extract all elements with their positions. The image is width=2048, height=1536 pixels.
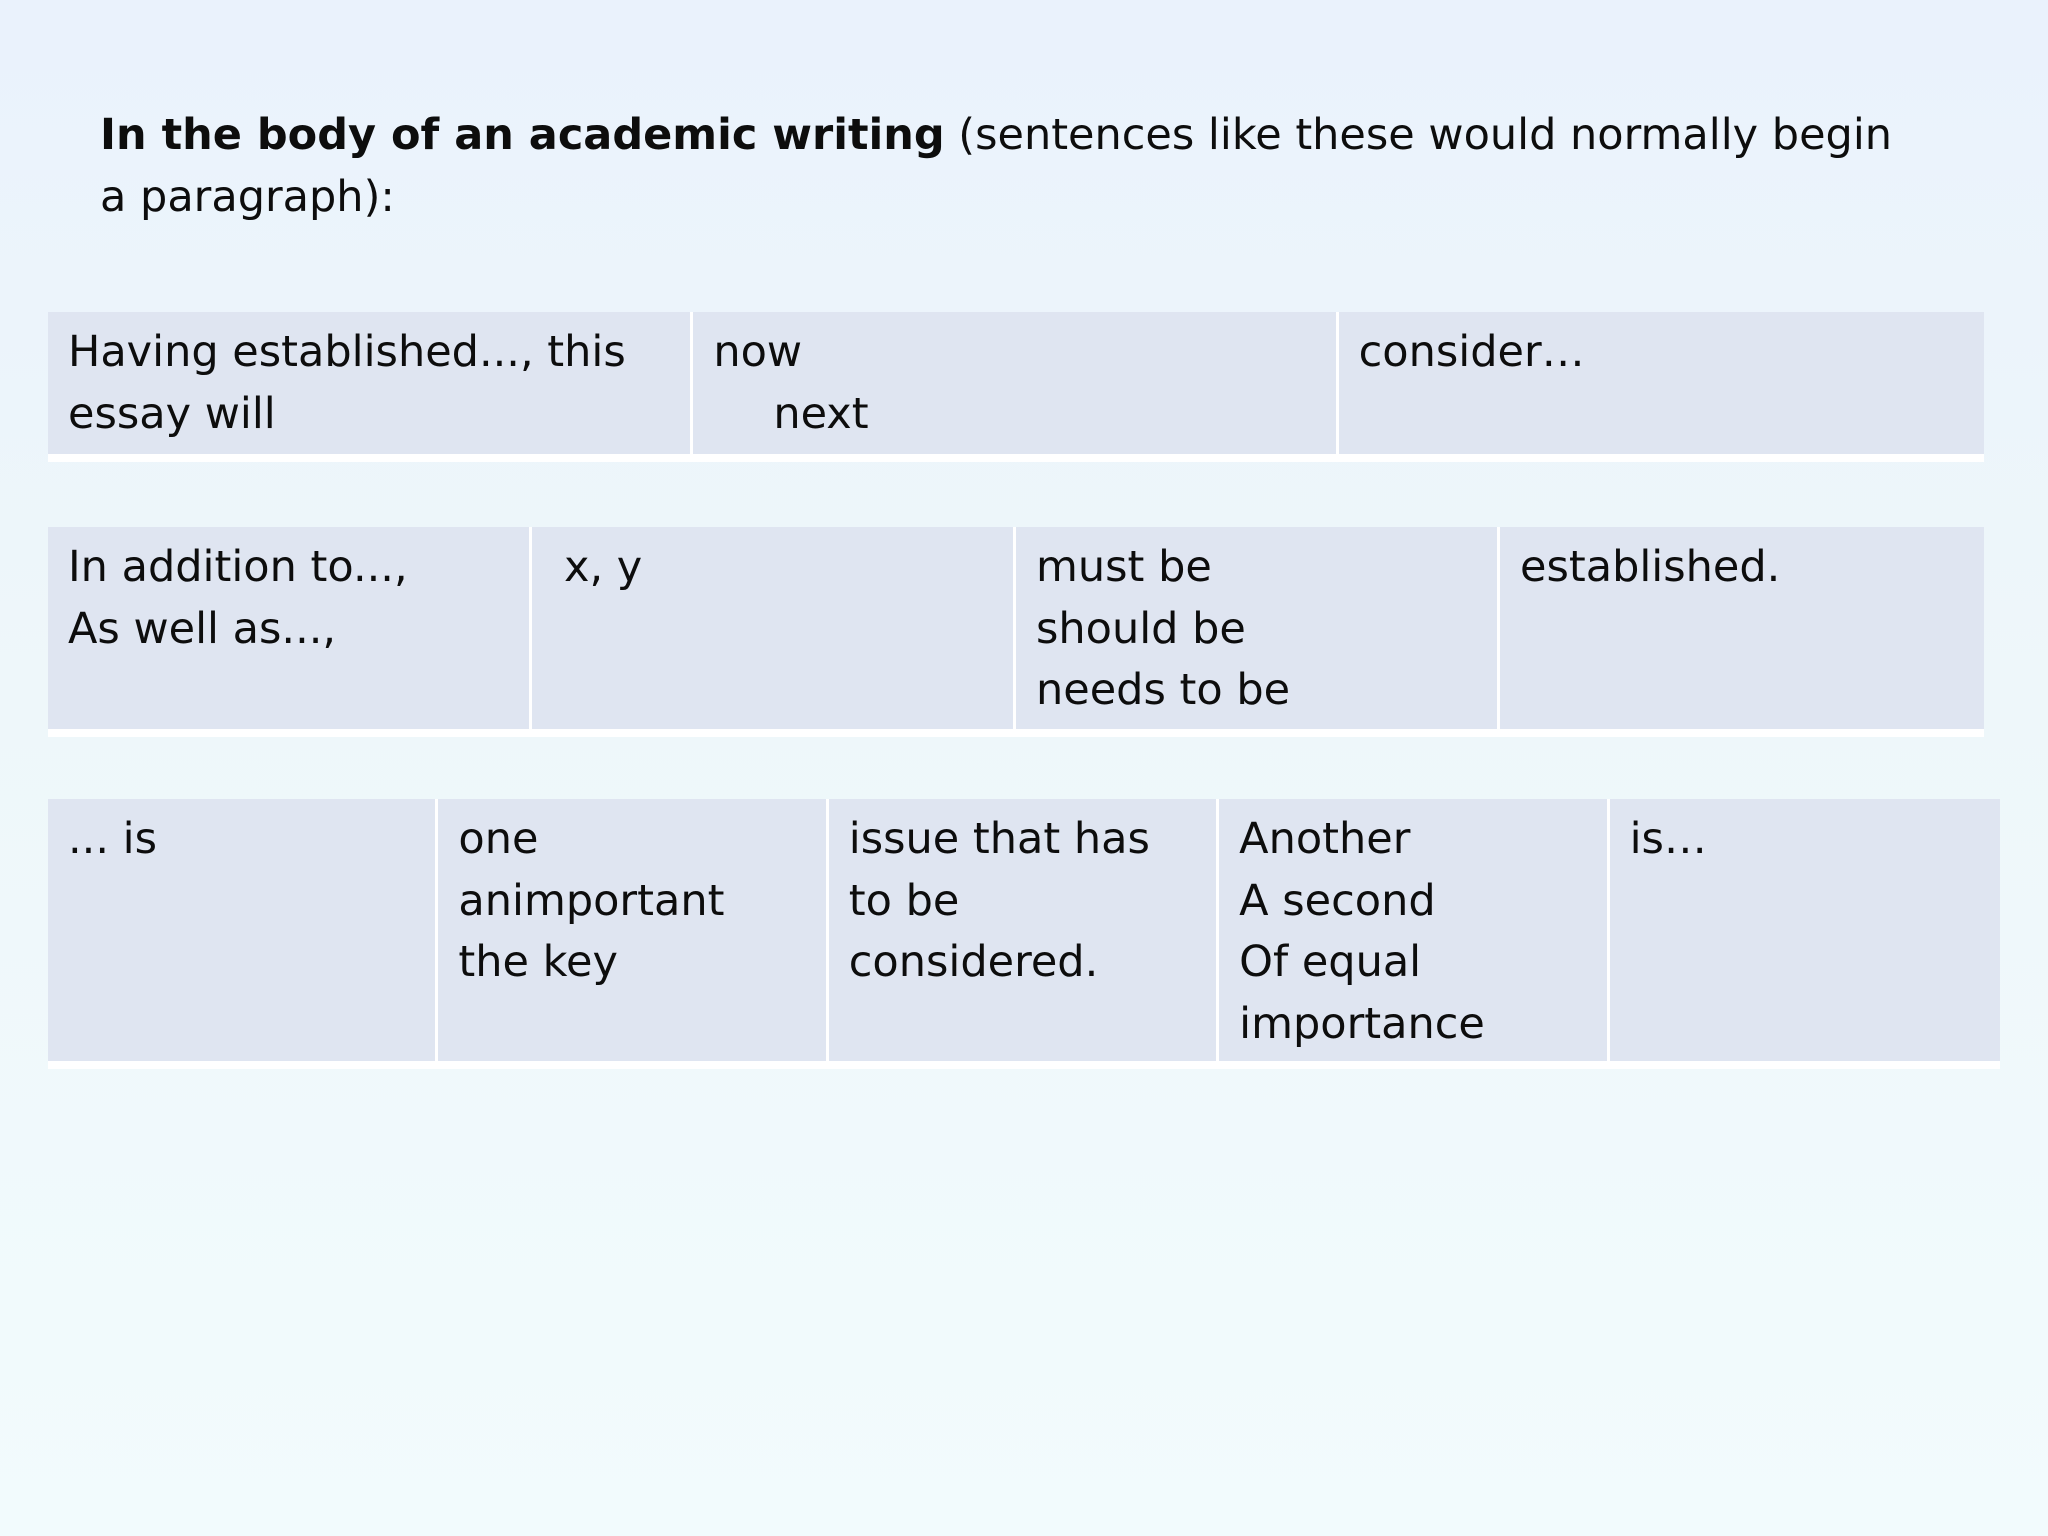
- table1-cell-2: [693, 312, 1338, 454]
- table1-cell-2-line-1: now: [713, 327, 803, 377]
- table1-cell-1: Having established..., this essay will: [48, 312, 693, 454]
- table1-cell-2-line-2: next: [773, 388, 869, 439]
- table2-cell-2: x, y: [532, 527, 1016, 729]
- table3-cell-2: one animportant the key: [438, 799, 828, 1061]
- heading-rest: (sentences like these would normally begin a paragraph):: [100, 110, 1893, 222]
- table3-cell-4: Another A second Of equal importance: [1219, 799, 1609, 1061]
- table3-cell-5: is…: [1610, 799, 2000, 1061]
- table3-cell-3: issue that has to be considered.: [829, 799, 1219, 1061]
- table2-cell-4: established.: [1500, 527, 1984, 729]
- phrase-table-3: [48, 799, 2000, 1069]
- page-heading: [100, 104, 1900, 228]
- heading-bold: In the body of an academic writing: [100, 110, 945, 160]
- phrase-table-1: [48, 312, 1984, 462]
- table3-cell-1: ... is: [48, 799, 438, 1061]
- table1-cell-3: consider…: [1339, 312, 1984, 454]
- table2-cell-1: In addition to..., As well as...,: [48, 527, 532, 729]
- table2-cell-3: must be should be needs to be: [1016, 527, 1500, 729]
- phrase-table-2: [48, 527, 1984, 737]
